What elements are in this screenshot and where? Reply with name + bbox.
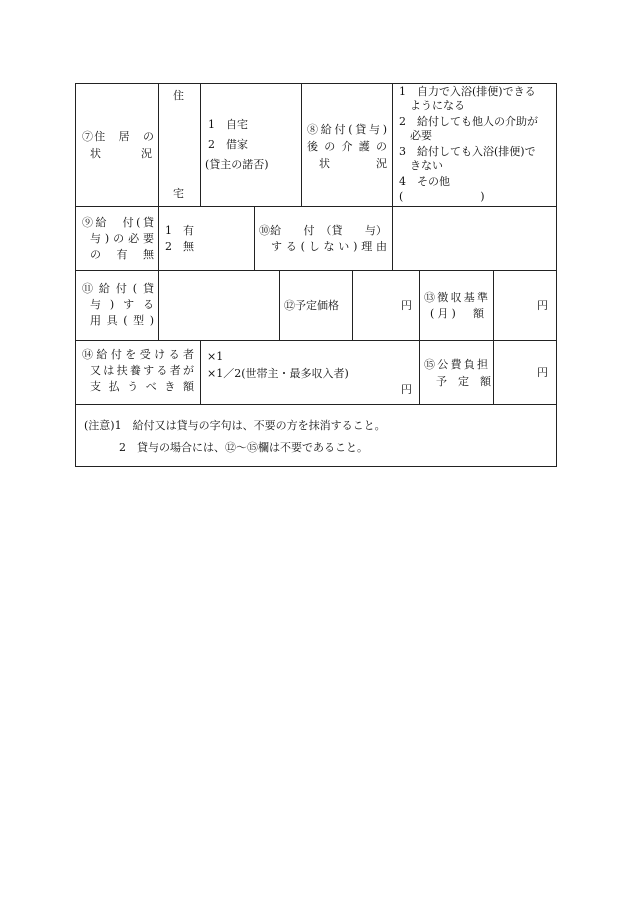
residence-label-line1: ⑦住 居 の <box>82 130 154 143</box>
device-label-line1: ⑪給付(貸 <box>82 282 154 295</box>
residence-label-line2: 状 況 <box>90 147 152 160</box>
collection-label-line1: ⑬徴収基準 <box>424 291 488 304</box>
note-line-1: (注意)1 給付又は貸与の字句は、不要の方を抹消すること。 <box>84 419 386 432</box>
col-divider <box>254 206 255 270</box>
care-option-4-blank: ( ) <box>399 190 485 203</box>
public-burden-label-line2: 予 定 額 <box>436 375 491 388</box>
col-divider <box>200 340 201 404</box>
payment-label-line2: 又は扶養する者が <box>90 364 194 377</box>
reason-label-line2: する(しない)理由 <box>271 240 387 253</box>
care-option-1-cont: ようになる <box>399 99 465 112</box>
care-option-2: 2 給付しても他人の介助が <box>399 115 538 128</box>
care-label-line3: 状 況 <box>319 157 387 170</box>
need-label-line2: 与)の必要 <box>90 232 154 245</box>
note-line-2: 2 貸与の場合には、⑫～⑮欄は不要であること。 <box>119 441 368 454</box>
benefit-form-table <box>75 83 557 467</box>
payment-amount-unit: 円 <box>401 383 412 396</box>
public-burden-label-line1: ⑮公費負担 <box>424 358 488 371</box>
col-divider <box>279 270 280 340</box>
device-label-line2: 与)する <box>90 298 154 311</box>
row-divider-4 <box>76 404 556 405</box>
col-divider <box>158 84 159 206</box>
care-option-2-cont: 必要 <box>399 129 432 142</box>
care-label-line2: 後の介護の <box>307 140 387 153</box>
care-option-4: 4 その他 <box>399 175 450 188</box>
payment-label-line3: 支払うべき額 <box>90 380 194 393</box>
housing-label-bottom: 宅 <box>173 187 184 200</box>
col-divider <box>419 340 420 404</box>
col-divider <box>158 206 159 270</box>
collection-unit: 円 <box>537 299 548 312</box>
row-divider-3 <box>76 340 556 341</box>
col-divider <box>301 84 302 206</box>
collection-label-line2: (月) 額 <box>430 307 484 320</box>
planned-price-label: ⑫予定価格 <box>284 299 339 312</box>
care-option-3: 3 給付しても入浴(排便)で <box>399 145 536 158</box>
need-option-yes: 1 有 <box>165 224 194 237</box>
payment-formula-2: ×1／2(世帯主・最多収入者) <box>207 367 349 380</box>
col-divider <box>493 340 494 404</box>
planned-price-unit: 円 <box>401 299 412 312</box>
col-divider <box>419 270 420 340</box>
col-divider <box>352 270 353 340</box>
device-label-line3: 用具(型) <box>90 314 154 327</box>
housing-label-top: 住 <box>173 89 184 102</box>
col-divider <box>493 270 494 340</box>
row-divider-1 <box>76 206 556 207</box>
payment-formula-1: ×1 <box>207 350 224 363</box>
public-burden-unit: 円 <box>537 366 548 379</box>
need-option-no: 2 無 <box>165 240 194 253</box>
care-option-1: 1 自力で入浴(排便)できる <box>399 85 536 98</box>
care-option-3-cont: きない <box>399 159 443 172</box>
col-divider <box>392 84 393 206</box>
col-divider <box>392 206 393 270</box>
row-divider-2 <box>76 270 556 271</box>
col-divider <box>158 270 159 340</box>
reason-label-line1: ⑩給 付 （貸 与） <box>259 224 387 237</box>
col-divider <box>200 84 201 206</box>
need-label-line1: ⑨給 付(貸 <box>82 216 154 229</box>
payment-label-line1: ⑭給付を受ける者 <box>82 348 194 361</box>
care-label-line1: ⑧給付(貸与) <box>307 123 387 136</box>
housing-option-rent: 2 借家 <box>208 138 248 151</box>
housing-option-own: 1 自宅 <box>208 118 248 131</box>
housing-option-landlord: (貸主の諾否) <box>205 158 269 171</box>
need-label-line3: の 有 無 <box>90 248 154 261</box>
